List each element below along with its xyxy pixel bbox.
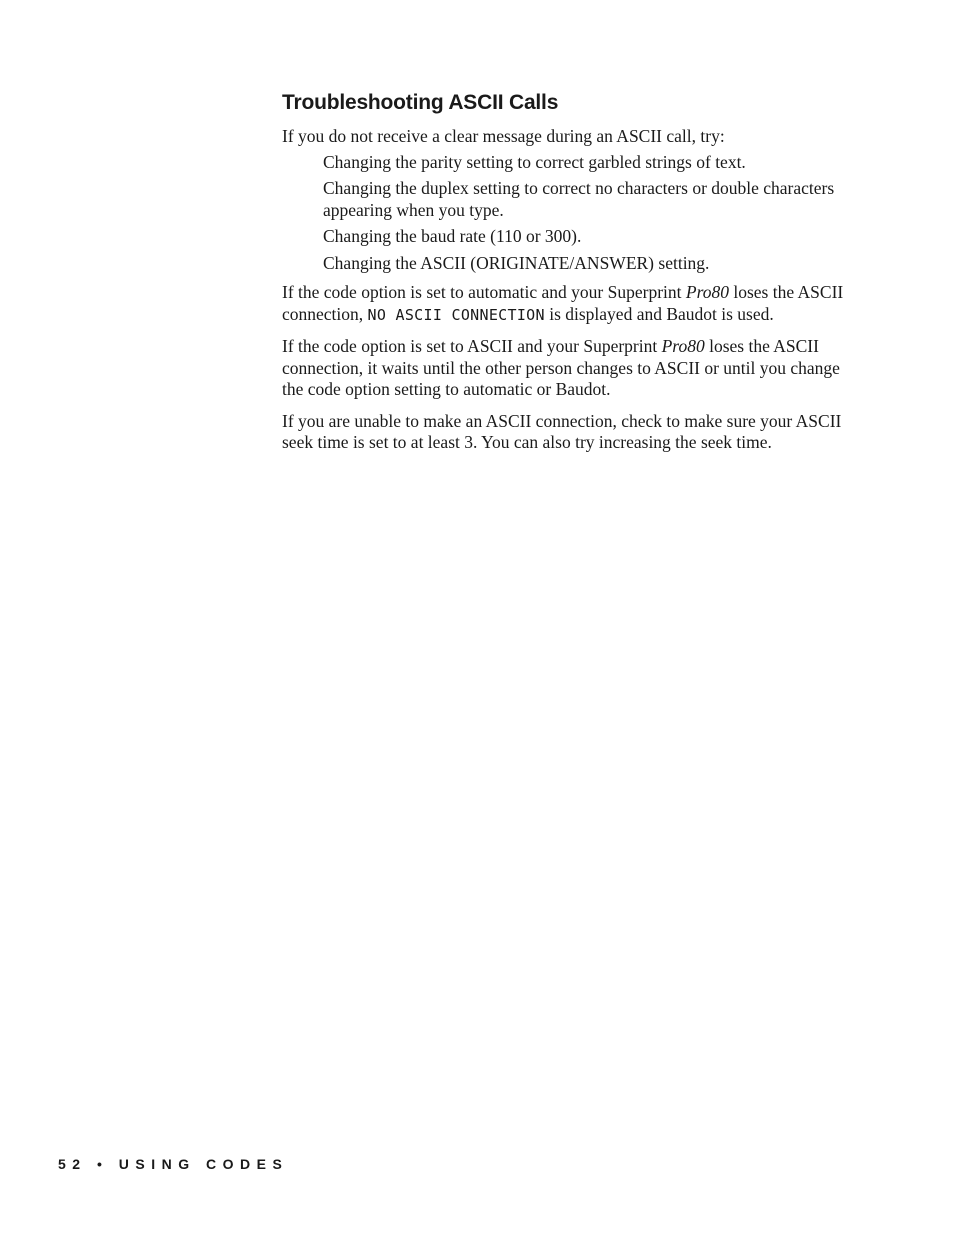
page-number: 52 (58, 1156, 87, 1172)
page-footer (58, 1156, 288, 1172)
text-span: If the code option is set to automatic and your Superprint (282, 282, 686, 302)
display-message: NO ASCII CONNECTION (367, 305, 545, 324)
footer-separator: • (96, 1156, 109, 1172)
text-span: loses the ASCII connection, (282, 282, 844, 324)
text-span: is displayed and Baudot is used. (544, 303, 774, 324)
paragraph-seek-time: If you are unable to make an ASCII connection, check to make sure your ASCII seek time is set to at least 3. You can also try increasing the seek time. (282, 410, 842, 452)
chapter-title: USING CODES (118, 1156, 289, 1172)
list-item: Changing the ASCII (ORIGINATE/ANSWER) setting. (323, 252, 710, 273)
intro-text: If you do not receive a clear message during an ASCII call, try: (282, 126, 725, 146)
text-span: loses the ASCII connection, it waits until the other person changes to ASCII or until you change the code option setting to automatic or Baudot. (282, 336, 840, 399)
text-span: If the code option is set to ASCII and your Superprint (282, 336, 662, 356)
list-item: Changing the baud rate (110 or 300). (323, 226, 582, 246)
paragraph-ascii (282, 336, 864, 401)
section-title: Troubleshooting ASCII Calls (282, 91, 559, 114)
troubleshooting-list (323, 152, 864, 275)
list-item: Changing the parity setting to correct garbled strings of text. (323, 151, 746, 172)
page-content (282, 88, 864, 464)
list-item: Changing the duplex setting to correct no characters or double characters appearing when you type. (323, 178, 835, 220)
paragraph-automatic (282, 282, 864, 326)
model-name: Pro80 (685, 282, 729, 302)
model-name: Pro80 (661, 336, 705, 356)
